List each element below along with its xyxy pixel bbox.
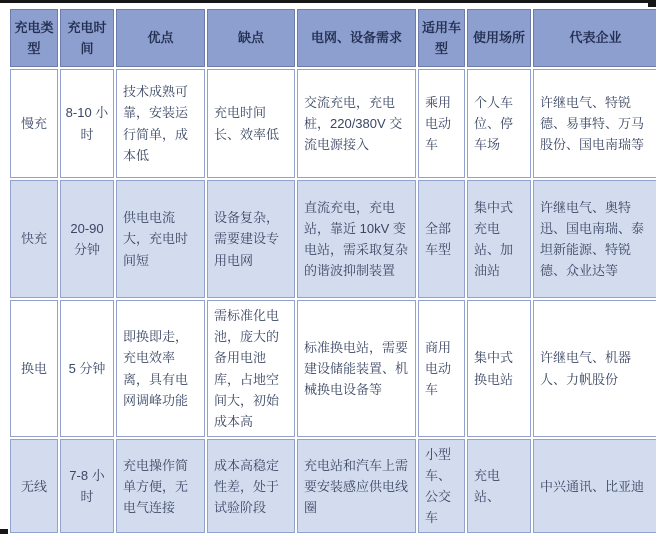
cell-vehicles: 全部车型 [418, 180, 465, 298]
cell-places: 集中式充电站、加油站 [467, 180, 531, 298]
cell-grid-needs: 直流充电，充电站，靠近 10kV 变电站，需采取复杂的谐波抑制装置 [297, 180, 416, 298]
cell-advantages: 即换即走，充电效率离，具有电网调峰功能 [116, 300, 205, 437]
cell-companies: 中兴通讯、比亚迪 [533, 439, 656, 533]
cell-disadvantages: 成本高稳定性差，处于试验阶段 [207, 439, 295, 533]
cell-companies: 许继电气、特锐德、易事特、万马股份、国电南瑞等 [533, 69, 656, 178]
cell-time: 20-90 分钟 [60, 180, 114, 298]
header-usage-places: 使用场所 [467, 9, 531, 67]
row-fast-charging [10, 180, 656, 298]
cell-type: 快充 [10, 180, 58, 298]
ev-charging-comparison-table [8, 7, 656, 535]
header-row [10, 9, 656, 67]
cell-companies: 许继电气、机器人、力帆股份 [533, 300, 656, 437]
row-battery-swap [10, 300, 656, 437]
cell-vehicles: 商用电动车 [418, 300, 465, 437]
cell-companies: 许继电气、奥特迅、国电南瑞、泰坦新能源、特锐德、众业达等 [533, 180, 656, 298]
cell-grid-needs: 交流充电，充电桩，220/380V 交流电源接入 [297, 69, 416, 178]
header-advantages: 优点 [116, 9, 205, 67]
cell-places: 个人车位、停车场 [467, 69, 531, 178]
cell-type: 慢充 [10, 69, 58, 178]
cell-time: 5 分钟 [60, 300, 114, 437]
header-charging-time: 充电时间 [60, 9, 114, 67]
row-wireless-charging [10, 439, 656, 533]
cell-places: 充电站、 [467, 439, 531, 533]
header-charging-type: 充电类型 [10, 9, 58, 67]
screenshot-edge-top [0, 0, 656, 3]
cell-grid-needs: 标准换电站，需要建设储能装置、机械换电设备等 [297, 300, 416, 437]
cell-disadvantages: 需标准化电池，庞大的备用电池库，占地空间大，初始成本高 [207, 300, 295, 437]
cell-time: 8-10 小时 [60, 69, 114, 178]
cell-grid-needs: 充电站和汽车上需要安装感应供电线圈 [297, 439, 416, 533]
cell-vehicles: 小型车、公交车 [418, 439, 465, 533]
cell-advantages: 供电电流大，充电时间短 [116, 180, 205, 298]
cell-type: 无线 [10, 439, 58, 533]
header-representative-companies: 代表企业 [533, 9, 656, 67]
header-grid-equipment-needs: 电网、设备需求 [297, 9, 416, 67]
cell-time: 7-8 小时 [60, 439, 114, 533]
cell-vehicles: 乘用电动车 [418, 69, 465, 178]
row-slow-charging [10, 69, 656, 178]
table-header [10, 9, 656, 67]
cell-type: 换电 [10, 300, 58, 437]
cell-disadvantages: 设备复杂，需要建设专用电网 [207, 180, 295, 298]
cell-disadvantages: 充电时间长、效率低 [207, 69, 295, 178]
cell-places: 集中式换电站 [467, 300, 531, 437]
cell-advantages: 充电操作简单方便，无电气连接 [116, 439, 205, 533]
header-applicable-vehicles: 适用车型 [418, 9, 465, 67]
header-disadvantages: 缺点 [207, 9, 295, 67]
cell-advantages: 技术成熟可靠，安装运行简单，成本低 [116, 69, 205, 178]
table-body [10, 69, 656, 533]
